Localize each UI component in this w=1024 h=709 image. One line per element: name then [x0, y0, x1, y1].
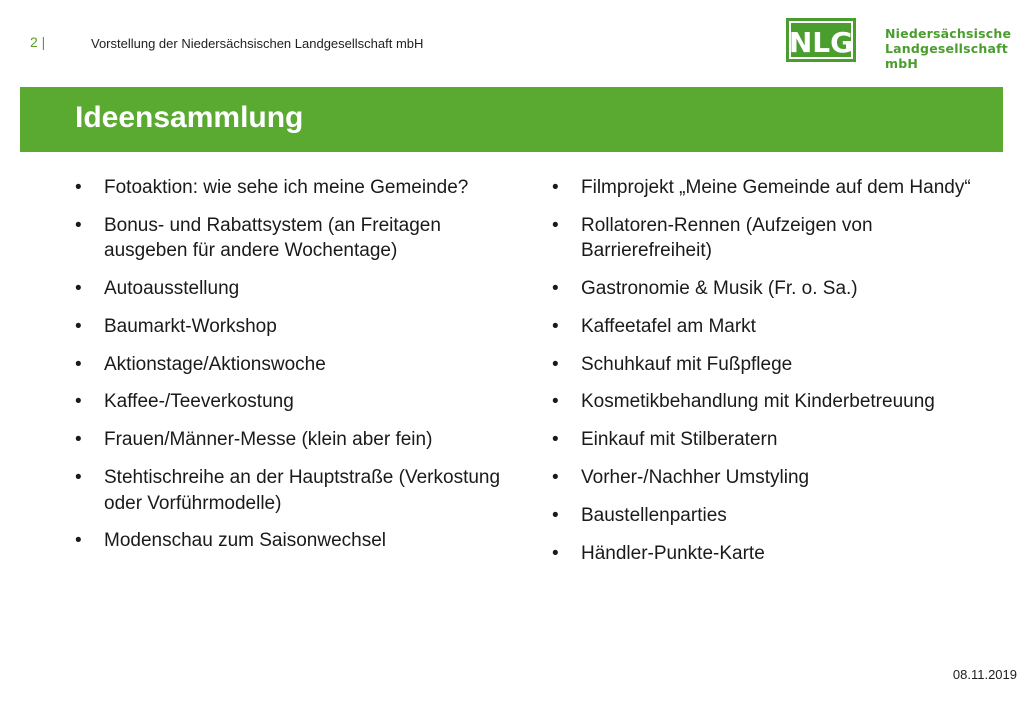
bullet: • [552, 429, 559, 451]
footer-date: 08.11.2019 [952, 667, 1017, 682]
bullet: • [552, 542, 559, 564]
list-item [552, 389, 972, 415]
list-item [75, 389, 505, 415]
nlg-logo-mark-text: NLG [788, 26, 854, 59]
bullet: • [75, 214, 82, 236]
list-item-text: Einkauf mit Stilberatern [581, 429, 778, 451]
list-item [552, 314, 972, 340]
bullet: • [552, 391, 559, 413]
logo-line1: Niedersächsische [885, 26, 1012, 41]
list-item [552, 541, 972, 567]
bullet: • [75, 391, 82, 413]
title-banner [20, 87, 1003, 152]
bullet: • [75, 467, 82, 489]
list-item [75, 276, 505, 302]
nlg-logo [786, 18, 1018, 71]
slide-title: Ideensammlung [75, 101, 304, 134]
list-item-text: Frauen/Männer-Messe (klein aber fein) [104, 429, 433, 451]
list-item [552, 175, 972, 201]
bullet: • [552, 177, 559, 198]
bullet: • [552, 315, 559, 337]
bullet: • [552, 504, 559, 526]
nlg-logo-mark [786, 18, 856, 62]
list-item [75, 352, 505, 378]
bullet: • [75, 353, 82, 375]
list-item-text: Baustellenparties [581, 504, 727, 526]
bullet: • [75, 429, 82, 451]
list-item-text: Filmprojekt „Meine Gemeinde auf dem Handy“ [581, 177, 971, 198]
list-item [552, 213, 972, 264]
list-item [552, 352, 972, 378]
list-item-text: Kaffee-/Teeverkostung [104, 391, 294, 413]
list-item-text: Stehtischreihe an der Hauptstraße (Verkostung oder Vorführmodelle) [104, 467, 501, 514]
ideas-list-right [552, 175, 972, 578]
list-item [552, 503, 972, 529]
list-item-text: Kaffeetafel am Markt [581, 315, 756, 337]
bullet: • [552, 278, 559, 300]
list-item-text: Vorher-/Nachher Umstyling [581, 467, 810, 489]
bullet: • [75, 530, 82, 552]
logo-wordmark [885, 26, 1018, 71]
list-item [75, 213, 505, 264]
list-item [75, 175, 505, 201]
list-item-text: Händler-Punkte-Karte [581, 542, 765, 564]
header-subtitle: Vorstellung der Niedersächsischen Landgesellschaft mbH [91, 36, 424, 51]
list-item [552, 427, 972, 453]
list-item-text: Bonus- und Rabattsystem (an Freitagen ausgeben für andere Wochentage) [104, 214, 441, 262]
list-item [75, 314, 505, 340]
bullet: • [75, 278, 82, 300]
bullet: • [75, 177, 82, 198]
list-item-text: Kosmetikbehandlung mit Kinderbetreuung [581, 391, 935, 413]
bullet: • [552, 467, 559, 489]
list-item [75, 528, 505, 554]
list-item-text: Modenschau zum Saisonwechsel [104, 530, 386, 552]
list-item [75, 465, 505, 516]
list-item [552, 276, 972, 302]
bullet: • [552, 214, 559, 236]
list-item [75, 427, 505, 453]
page-number: 2 | [30, 34, 46, 50]
list-item-text: Schuhkauf mit Fußpflege [581, 353, 793, 375]
list-item-text: Autoausstellung [104, 278, 240, 300]
list-item [552, 465, 972, 491]
logo-line2: Landgesellschaft mbH [885, 41, 1008, 71]
bullet: • [552, 353, 559, 375]
list-item-text: Fotoaktion: wie sehe ich meine Gemeinde? [104, 177, 469, 198]
bullet: • [75, 315, 82, 337]
list-item-text: Baumarkt-Workshop [104, 315, 277, 337]
list-item-text: Rollatoren-Rennen (Aufzeigen von Barrierefreiheit) [581, 214, 873, 262]
list-item-text: Aktionstage/Aktionswoche [104, 353, 326, 375]
list-item-text: Gastronomie & Musik (Fr. o. Sa.) [581, 278, 858, 300]
ideas-list-left [75, 175, 505, 566]
